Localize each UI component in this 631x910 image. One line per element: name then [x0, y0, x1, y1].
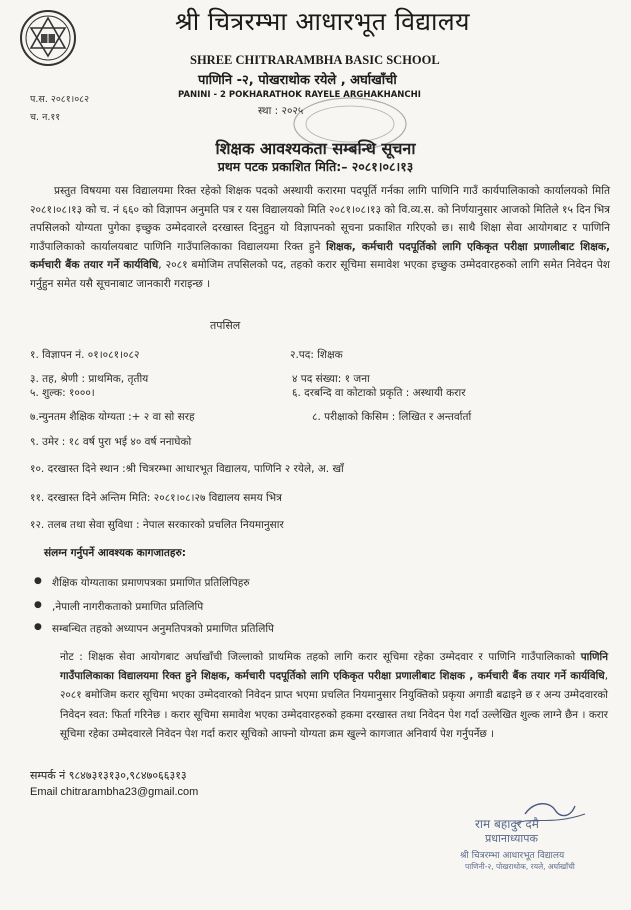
- detail-exam-type: ८. परीक्षाको किसिम : लिखित र अन्तर्वार्ता: [312, 411, 472, 423]
- signature-name: राम बहादुर दमै: [475, 817, 539, 831]
- detail-application-place: १०. दरखास्त दिने स्थान :श्री चित्ररम्भा आधारभूत विद्यालय, पाणिनि २ रयेले, अ. खाँ: [30, 463, 344, 475]
- school-name-english: SHREE CHITRARAMBHA BASIC SCHOOL: [190, 53, 440, 67]
- contact-email: Email chitrarambha23@gmail.com: [30, 786, 199, 798]
- document-item: ● शैक्षिक योग्यताका प्रमाणपत्रका प्रमाणित प्रतिलिपिहरु: [52, 576, 250, 590]
- documents-heading: संलग्न गर्नुपर्ने आवश्यक कागजातहरु:: [44, 547, 186, 559]
- contact-phone: सम्पर्क नं ९८४७३१३१३०,९८४७०६६३१३: [30, 769, 187, 782]
- detail-age: ९. उमेर : १८ वर्ष पुरा भई ४० वर्ष ननाघेको: [30, 436, 192, 448]
- reference-number: प.स. २०८१।०८२: [30, 94, 90, 105]
- detail-advertisement-no: १. विज्ञापन नं. ०१।०८१।०८२: [30, 349, 140, 361]
- established-year: स्था : २०२५: [258, 105, 304, 117]
- dispatch-number: च. न.११: [30, 112, 61, 123]
- school-address-english: PANINI - 2 POKHARATHOK RAYELE ARGHAKHANCHI: [178, 90, 421, 100]
- tapsil-heading: तपसिल: [210, 319, 241, 332]
- document-item: ● सम्बन्धित तहको अध्यापन अनुमतिपत्रको प्रमाणित प्रतिलिपि: [52, 622, 274, 636]
- notice-body: प्रस्तुत विषयमा यस विद्यालयमा रिक्त रहेको शिक्षक पदको अस्थायी करारमा पदपूर्ति गर्नका लागि पाणिनि गाउँ कार्यपालिकाको कार्यालयको मिति २०८१।०८।१३ को च. नं ६६० को विज्ञापन अनुमति पत्र र यस विद्यालयको मिति २०८१।०८।१३ को वि.व्य.स. को निर्णयानुसार आजको मितिले १५ दिन भित्र तपसिलको योग्यता पुगेका इच्छुक उम्मेदवारले दरखास्त दिनुहुन यो विज्ञापनको सूचना प्रकाशित गरिएको छ। साथै शिक्षा सेवा आयोगबाट र पाणिनि गाउँपालिकाको कार्यालयबाट पाणिनि गाउँपालिकाका विद्यालयमा रिक्त हुने शिक्षक, कर्मचारी पदपूर्तिको लागि एकिकृत परीक्षा प्रणालीबाट शिक्षक, कर्मचारी बैंक तयार गर्ने कार्यविधि, २०८१ बमोजिम तपसिलको पद, तहको करार सूचिमा समावेश भएका इच्छुक उम्मेदवारहरुको लागि समेत निवेदन पेश गर्नुहुन समेत यसै सूचनाबाट जानकारी गराइन्छ ।: [30, 185, 610, 290]
- detail-post: २.पद: शिक्षक: [290, 349, 343, 361]
- document-item: ● ,नेपाली नागरीकताको प्रमाणित प्रतिलिपि: [52, 600, 203, 614]
- detail-deadline: ११. दरखास्त दिने अन्तिम मिति: २०८१।०८।२७ विद्यालय समय भित्र: [30, 492, 282, 504]
- school-address-nepali: पाणिनि -२, पोखराथोक रयेले , अर्घाखाँची: [198, 73, 397, 88]
- signature-address: पाणिनी-२, पोखराथोक, रयले, अर्घाखाँची: [465, 862, 575, 871]
- notice-subtitle: प्रथम पटक प्रकाशित मिति:– २०८१।०८।१३: [217, 159, 414, 174]
- school-name-nepali: श्री चित्ररम्भा आधारभूत विद्यालय: [175, 7, 470, 36]
- signature-role: प्रधानाध्यापक: [485, 832, 538, 845]
- detail-fee: ५. शुल्क: १०००।: [30, 387, 95, 399]
- signature-school: श्री चित्ररम्भा आधारभूत विद्यालय: [460, 851, 565, 861]
- note-paragraph: नोट : शिक्षक सेवा आयोगबाट अर्घाखाँची जिल्लाको प्राथमिक तहको लागि करार सूचिमा रहेका उम्मेदवार र पाणिनि गाउँपालिकाको पाणिनि गाउँपालिकाका विद्यालयमा रिक्त हुने शिक्षक, कर्मचारी पदपूर्तिको लागि एकिकृत परीक्षा प्रणालीबाट शिक्षक , कर्मचारी बैंक तयार गर्ने कार्यविधि, २०८१ बमोजिम करार सूचिमा भएका उम्मेदवारको निवेदन प्राप्त भएमा प्रचलित नियमानुसार नियुक्तिको प्रकृया अगाडी बढाइने छ र अन्य उम्मेदवारको निवेदन स्वत: फिर्ता गरिनेछ । करार सूचिमा समावेश भएका उम्मेदवारहरुको हकमा दरखास्त तथा निवेदन पेश गर्दा उल्लेखित शुल्क लाग्ने छैन । करार सूचिमा रहेका उम्मेदवारले निवेदन पेश गर्दा करार सूचिको आफ्नो योग्यता क्रम खुल्ने कागजात अनिवार्य पेश गर्नुपर्नेछ ।: [60, 651, 608, 740]
- detail-post-count: ४ पद संख्या: १ जना: [292, 373, 370, 385]
- detail-quota-type: ६. दरबन्दि वा कोटाको प्रकृति : अस्थायी करार: [292, 387, 466, 399]
- notice-title: शिक्षक आवश्यकता सम्बन्धि सूचना: [215, 139, 416, 158]
- detail-salary: १२. तलब तथा सेवा सुविधा : नेपाल सरकारको प्रचलित नियमानुसार: [30, 519, 284, 531]
- detail-qualification: ७.न्युनतम शैक्षिक योग्यता :+ २ वा सो सरह: [30, 411, 195, 423]
- detail-level: ३. तह, श्रेणी : प्राथमिक, तृतीय: [30, 373, 149, 385]
- school-logo-icon: [18, 8, 78, 68]
